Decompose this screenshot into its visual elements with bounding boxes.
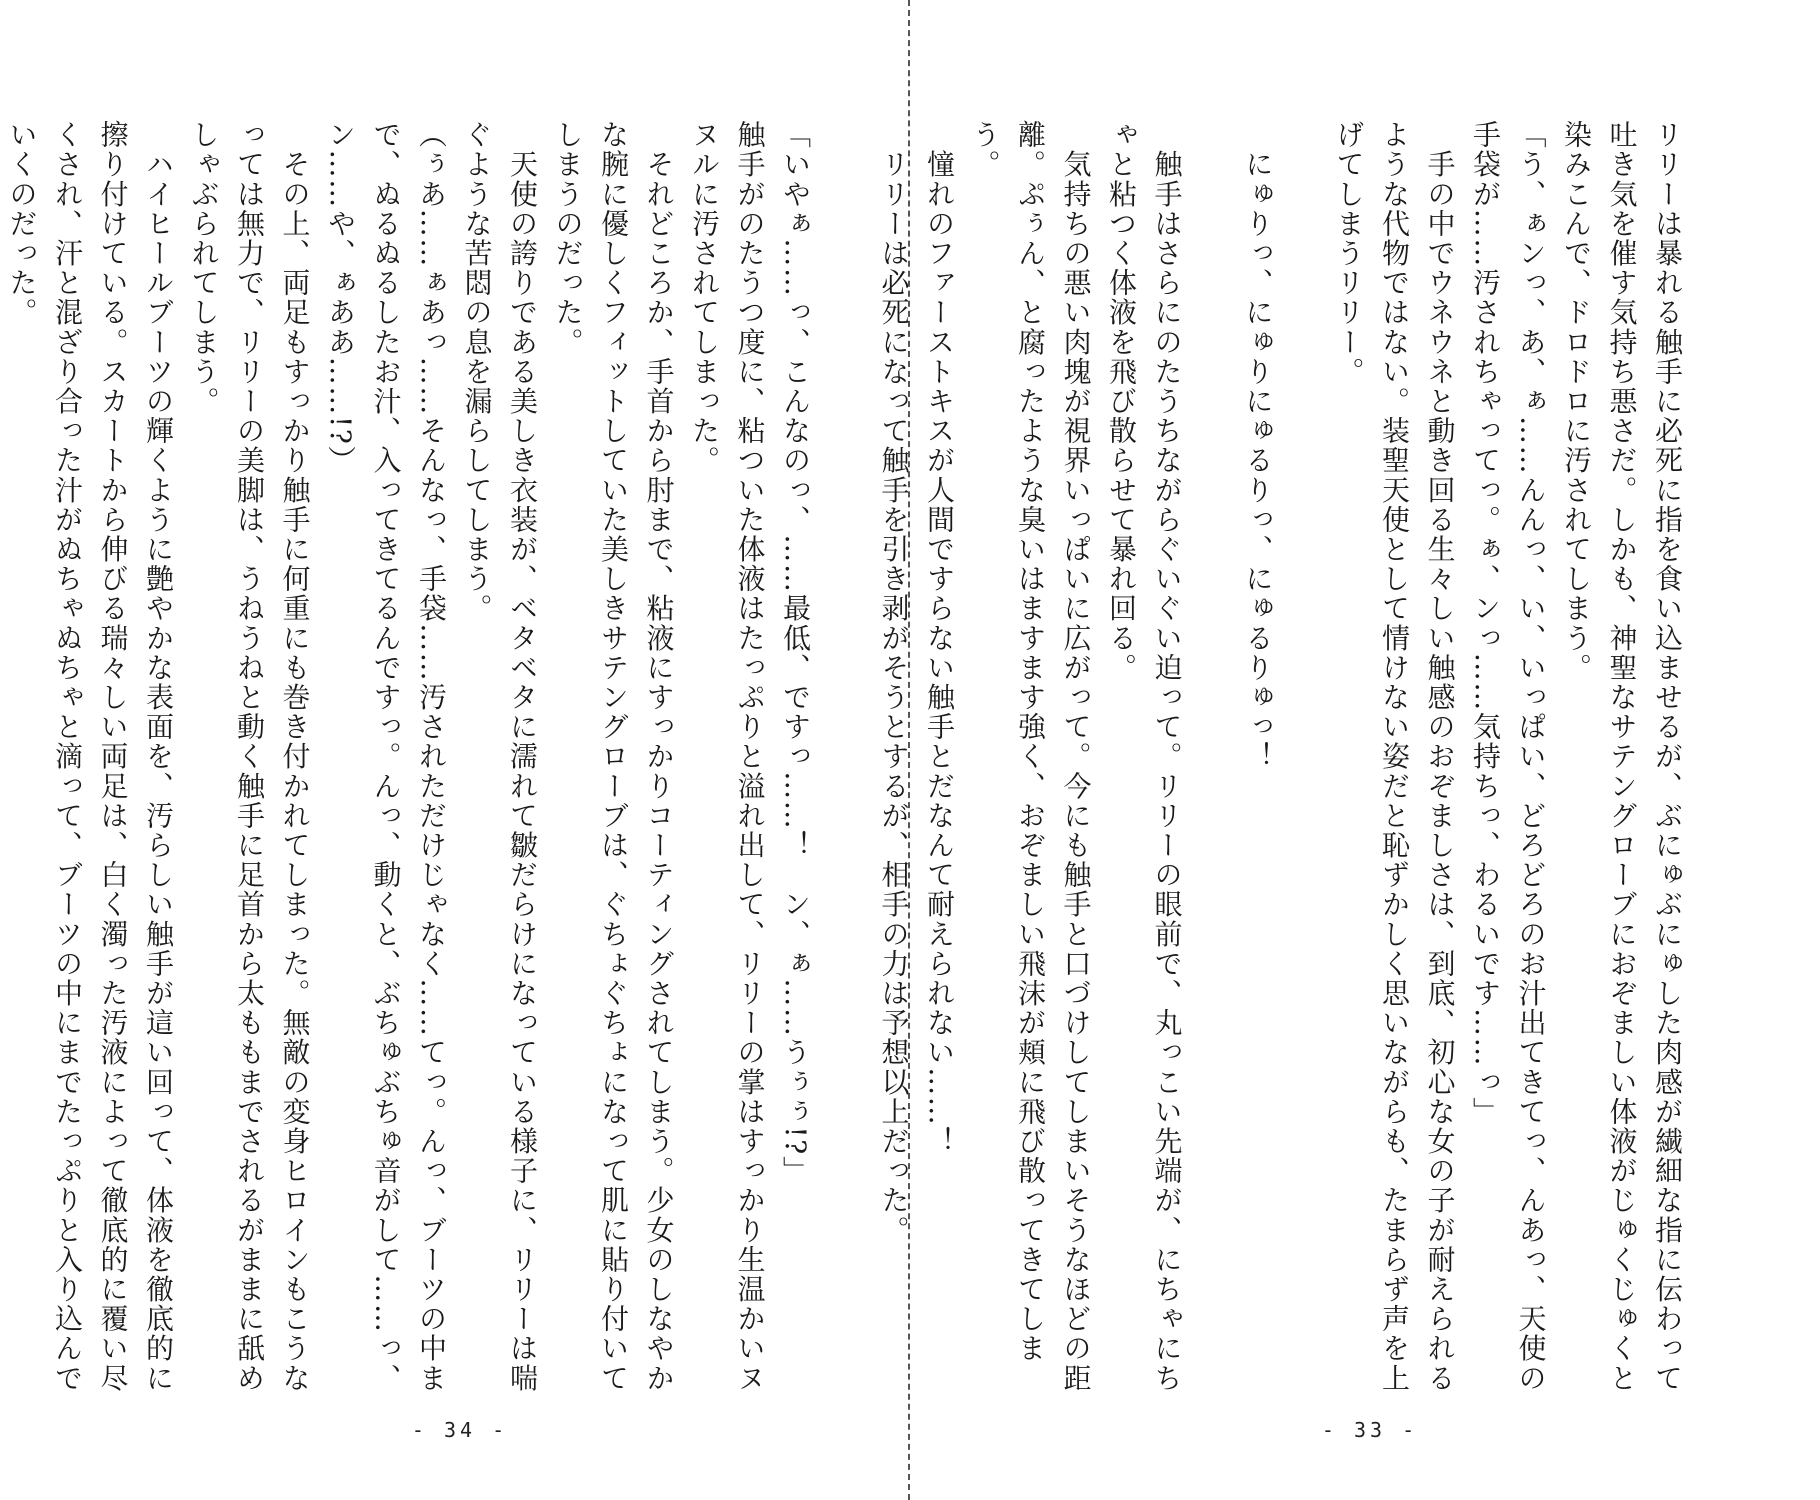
left-page bbox=[0, 0, 908, 1500]
right-page-body-text: リリーは暴れる触手に必死に指を食い込ませるが、ぶにゅぶにゅした肉感が繊細な指に伝わって吐き気を催す気持ち悪さだ。しかも、神聖なサテングローブにおぞましい体液がじゅくじゅくと染みこんで、ドロドロに汚されてしまう。 「う、ぁンっ、あ、ぁ……んんっ、い、いっぱい、どろどろのお汁出てきてっ、んあっ、天使の手袋が……汚されちゃってっ。ぁ、ンっ……気持ちっ、わるいです……っ」 手の中でウネウネと動き回る生々しい触感のおぞましさは、到底、初心な女の子が耐えられるような代物ではない。装聖天使として情けない姿だと恥ずかしく思いながらも、たまらず声を上げてしまうリリー。 にゅりっ、にゅりにゅるりっ、にゅるりゅっ！ 触手はさらにのたうちながらぐいぐい迫って。リリーの眼前で、丸っこい先端が、にちゃにちゃと粘つく体液を飛び散らせて暴れ回る。 気持ちの悪い肉塊が視界いっぱいに広がって。今にも触手と口づけしてしまいそうなほどの距離。ぷぅん、と腐ったような臭いはますます強く、おぞましい飛沫が頬に飛び散ってきてしまう。 憧れのファーストキスが人間ですらない触手とだなんて耐えられない……！ リリーは必死になって触手を引き剥がそうとするが、相手の力は予想以上だった。 bbox=[877, 120, 1684, 1393]
left-page-number: - 34 - bbox=[411, 1418, 509, 1442]
left-page-body-text: 「いやぁ……っ、こんなのっ、……最低、ですっ……！ ン、ぁ……うぅぅ!?」 触手がのたうつ度に、粘ついた体液はたっぷりと溢れ出して、リリーの掌はすっかり生温かいヌヌルに汚されてしまった。 それどころか、手首から肘まで、粘液にすっかりコーティングされてしまう。少女のしなやかな腕に優しくフィットしていた美しきサテングローブは、ぐちょぐちょになって肌に貼り付いてしまうのだった。 天使の誇りである美しき衣装が、ベタベタに濡れて皺だらけになっている様子に、リリーは喘ぐような苦悶の息を漏らしてしまう。 （ぅあ……ぁあっ……そんなっ、手袋……汚されただけじゃなく……てっ。んっ、ブーツの中まで、ぬるぬるしたお汁、入ってきてるんですっ。んっ、動くと、ぶちゅぶちゅ音がして……っ、ン……や、ぁああ……!?） その上、両足もすっかり触手に何重にも巻き付かれてしまった。無敵の変身ヒロインもこうなっては無力で、リリーの美脚は、うねうねと動く触手に足首から太ももまでされるがままに舐めしゃぶられてしまう。 ハイヒールブーツの輝くように艶やかな表面を、汚らしい触手が這い回って、体液を徹底的に擦り付けている。スカートから伸びる瑞々しい両足は、白く濁った汚液によって徹底的に覆い尽くされ、汗と混ざり合った汁がぬちゃぬちゃと滴って、ブーツの中にまでたっぷりと入り込んでいくのだった。 bbox=[5, 120, 812, 1393]
right-page-number: - 33 - bbox=[1321, 1418, 1419, 1442]
right-page bbox=[877, 0, 1820, 1500]
